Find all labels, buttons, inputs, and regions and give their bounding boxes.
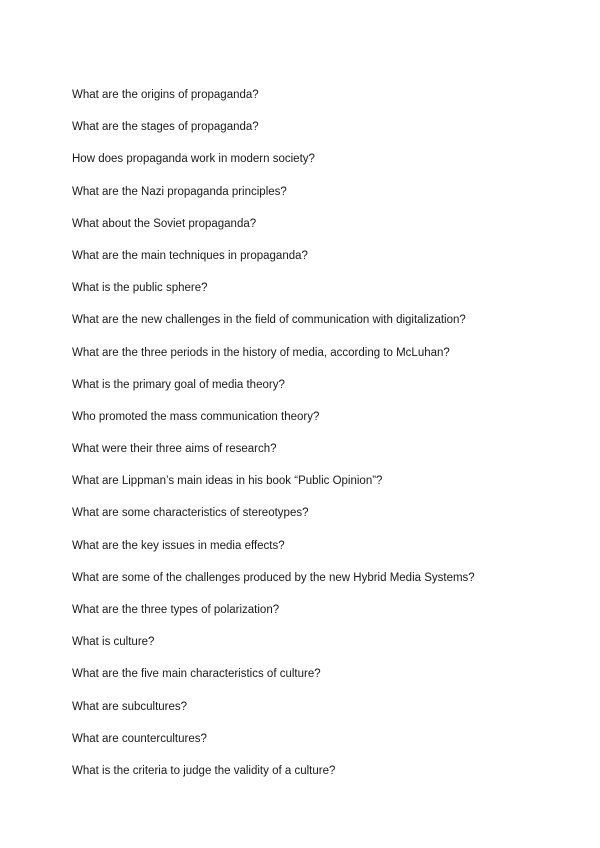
question-item: What are the origins of propaganda?	[72, 89, 259, 101]
question-item: How does propaganda work in modern society?	[72, 153, 315, 166]
question-item: What is culture?	[72, 636, 155, 649]
question-item: What are the three periods in the history of media, according to McLuhan?	[72, 346, 450, 359]
question-item: What are the stages of propaganda?	[72, 121, 259, 134]
question-list	[72, 87, 572, 795]
question-item: Who promoted the mass communication theory?	[72, 410, 320, 423]
question-item: What are Lippman’s main ideas in his book “Public Opinion”?	[72, 475, 383, 488]
question-item: What is the criteria to judge the validity of a culture?	[72, 764, 336, 777]
question-item: What are the three types of polarization?	[72, 604, 280, 616]
question-item: What are the key issues in media effects?	[72, 539, 285, 552]
question-item: What are subcultures?	[72, 700, 188, 713]
question-item: What are countercultures?	[72, 732, 207, 745]
question-item: What is the public sphere?	[72, 282, 208, 295]
question-item: What were their three aims of research?	[72, 443, 277, 456]
question-item: What are some characteristics of stereotypes?	[72, 507, 309, 520]
question-item: What are the new challenges in the field of communication with digitalization?	[72, 314, 466, 327]
question-item: What is the primary goal of media theory?	[72, 378, 285, 391]
question-item: What are some of the challenges produced by the new Hybrid Media Systems?	[72, 571, 475, 584]
question-item: What are the five main characteristics of culture?	[72, 668, 321, 681]
question-item: What about the Soviet propaganda?	[72, 217, 257, 230]
question-item: What are the main techniques in propaganda?	[72, 249, 308, 262]
question-item: What are the Nazi propaganda principles?	[72, 185, 287, 198]
